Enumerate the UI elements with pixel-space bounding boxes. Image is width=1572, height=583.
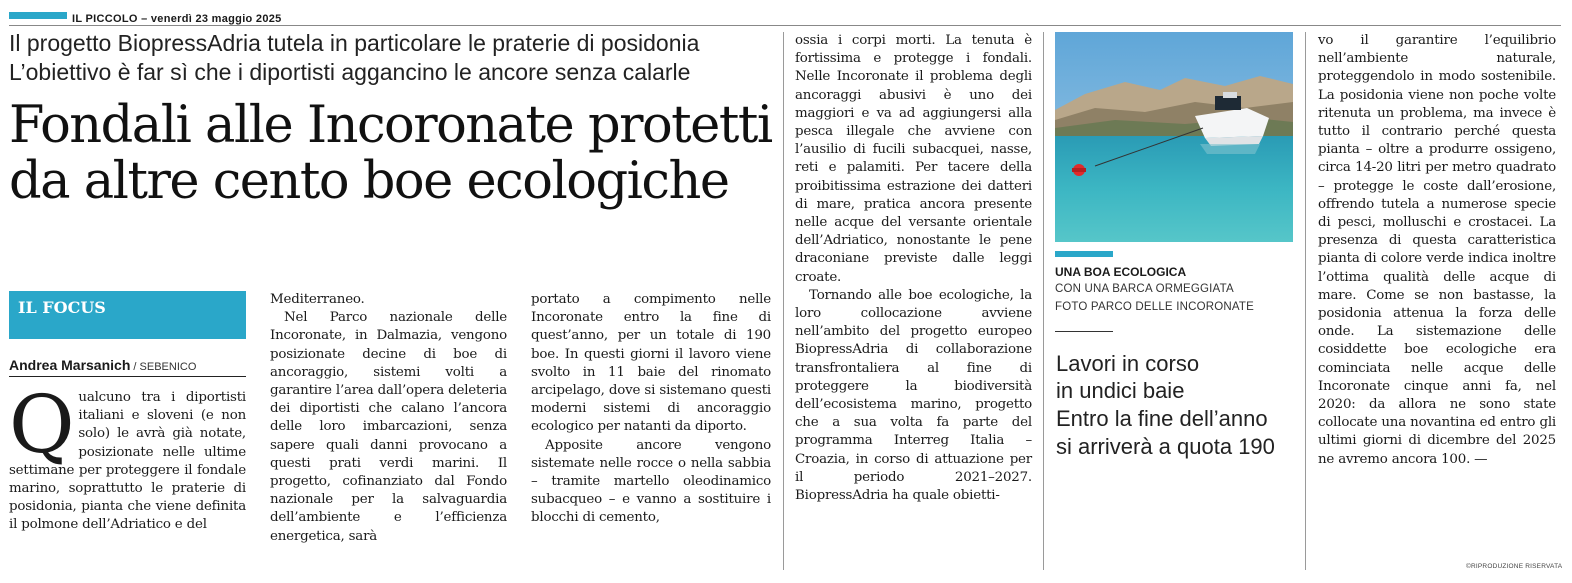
byline (9, 357, 196, 373)
column-divider (1043, 32, 1044, 570)
byline-rule (9, 376, 246, 377)
column-5-text: vo il garantire l’equilibrio nell’ambiente naturale, proteggendolo in modo sostenibile. La posidonia viene non poche volte ritenuta un problema, ma invece è tutto il contrario perché questa pianta – oltre a produrre ossigeno, circa 14-20 litri per metro quadrato – protegge le coste dall’erosione, offrendo tutela a numerose specie di pesci, molluschi e crostacei. La presenza di questa caratteristica pianta di colore verde indica inoltre l’ottima qualità delle acque di mare. Come se non bastasse, la posidonia attenua la forza delle onde. La sistemazione delle cosiddette boe ecologiche era cominciata nelle acque delle Incoronate cinque anni fa, nel 2020: da allora ne sono state collocate una novantina ed entro gli ultimi giorni di dicembre del 2025 ne avremo ancora 100. — (1318, 33, 1556, 467)
column-1-text: ualcuno tra i diportisti italiani e sloveni (e non solo) le avrà già notate, posizionate nelle ultime settimane per proteggere il fondale marino, soprattutto le praterie di posidonia, pianta che viene definita il polmone dell’Adriatico e del (9, 390, 246, 533)
caption-line-1: CON UNA BARCA ORMEGGIATA (1055, 283, 1234, 295)
drop-cap: Q (9, 378, 75, 471)
column-divider (783, 32, 784, 570)
caption-accent-bar (1055, 251, 1113, 257)
pullquote-line-1: Lavori in corso (1056, 351, 1200, 376)
column-3-paragraph-2: Apposite ancore vengono sistemate nelle rocce o nella sabbia – tramite martello oleodinamico subacqueo – e vanno a sostituire i blocchi di cemento, (531, 437, 771, 526)
column-4-paragraph-2: Tornando alle boe ecologiche, la loro collocazione avviene nell’ambito del progetto europeo BiopressAdria di collaborazione transfrontaliera al fine di proteggere la biodiversità dell’ecosistema marino, progetto che a sua volta fa parte del programma Interreg Italia – Croazia, in corso di attuazione per il periodo 2021–2027. BiopressAdria ha quale obietti- (795, 287, 1032, 504)
caption-line-2: FOTO PARCO DELLE INCORONATE (1055, 301, 1255, 313)
article-column-5 (1318, 32, 1556, 469)
article-column-3 (531, 291, 771, 528)
boat-photo (1055, 32, 1293, 242)
column-2-paragraph-2: Nel Parco nazionale delle Incoronate, in Dalmazia, vengono posizionate decine di boe di ancoraggio, sistemi volti a garantire l’area dall’opera deleteria dei diportisti che calano l’ancora delle loro imbarcazioni, senza sapere quali danni provocano a questi prati verdi marini. Il progetto, cofinanziato dal Fondo nazionale per la salvaguardia dell’ambiente e l’efficienza energetica, sarà (270, 310, 507, 544)
pullquote-line-4: si arriverà a quota 190 (1056, 434, 1275, 459)
column-divider (1305, 32, 1306, 570)
byline-location: / SEBENICO (130, 361, 197, 373)
article-column-4 (795, 32, 1032, 505)
headline-line-2: da altre cento boe ecologiche (9, 152, 729, 211)
byline-author: Andrea Marsanich (9, 357, 131, 373)
pullquote-line-2: in undici baie (1056, 378, 1185, 403)
caption-title: UNA BOA ECOLOGICA (1055, 265, 1187, 279)
column-4-paragraph-1: ossia i corpi morti. La tenuta è fortissima e protegge i fondali. Nelle Incoronate il problema degli ancoraggi abusivi è uno dei maggiori e va ad aggiungersi alla pesca illegale che avviene con l’ausilio di fucili subacquei, nasse, reti e palamiti. Per tacere della proibitissima estrazione dei datteri di mare, pratica ancora presente nelle acque del versante orientale dell’Adriatico, nonostante le pene draconiane previste dalle leggi croate. (795, 33, 1032, 285)
article-column-2 (270, 291, 507, 546)
headline-line-1: Fondali alle Incoronate protetti (9, 96, 772, 155)
focus-label: IL FOCUS (18, 298, 106, 317)
header-rule (9, 25, 1561, 26)
kicker-line-2: L’obiettivo è far sì che i diportisti aggancino le ancore senza calarle (9, 59, 691, 85)
masthead: IL PICCOLO – venerdì 23 maggio 2025 (72, 13, 282, 25)
article-column-1 (9, 378, 246, 535)
caption-rule (1055, 331, 1113, 332)
column-3-paragraph-1: portato a compimento nelle Incoronate entro la fine di quest’anno, per un totale di 190 boe. In questi giorni il lavoro viene svolto in 11 baie del rinomato arcipelago, dove si sistemano questi moderni sistemi di ancoraggio ecologico per natanti da diporto. (531, 292, 771, 435)
kicker-line-1: Il progetto BiopressAdria tutela in particolare le praterie di posidonia (9, 30, 700, 56)
section-accent-bar (9, 12, 67, 19)
copyright: ©RIPRODUZIONE RISERVATA (1466, 563, 1563, 570)
pullquote-line-3: Entro la fine dell’anno (1056, 406, 1268, 431)
column-2-paragraph-1: Mediterraneo. (270, 292, 365, 307)
